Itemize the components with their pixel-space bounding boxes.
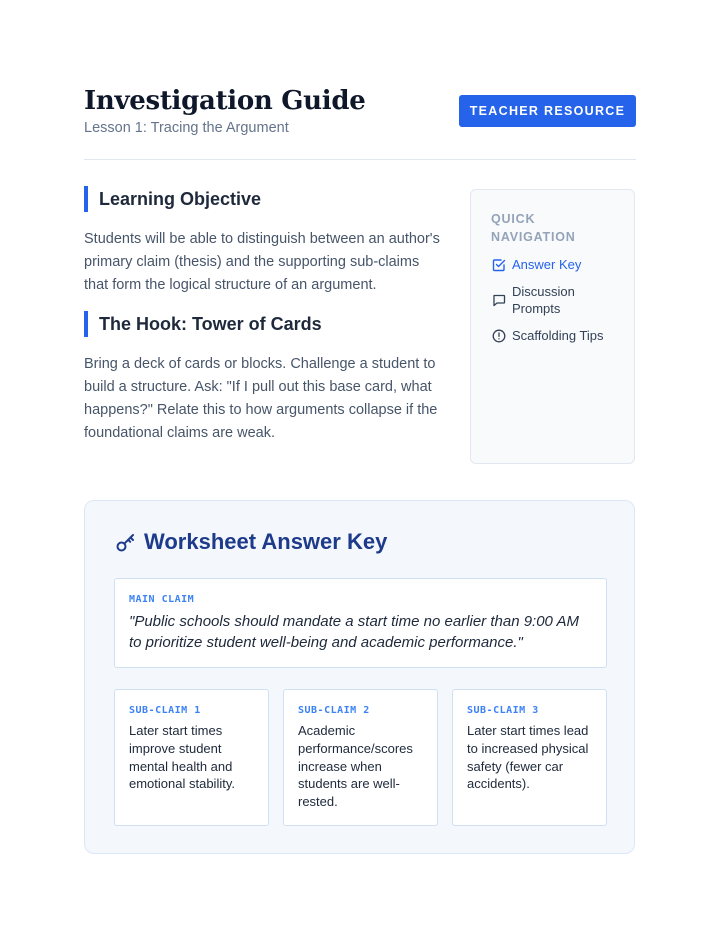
key-icon [114, 530, 138, 554]
page-title: Investigation Guide [84, 86, 366, 116]
nav-item-label: Scaffolding Tips [512, 328, 604, 343]
chat-bubble-icon [491, 293, 506, 308]
alert-circle-icon [491, 328, 506, 343]
sub-claim-card [283, 689, 438, 826]
page-subtitle: Lesson 1: Tracing the Argument [84, 120, 289, 136]
sub-claim-text: Later start times improve student mental health and emotional stability. [129, 723, 235, 792]
nav-item-answer-key[interactable] [491, 256, 614, 273]
main-claim-card [114, 578, 607, 668]
answer-key-title [114, 529, 387, 555]
nav-item-discussion-prompts[interactable] [491, 283, 614, 317]
checkbox-icon [491, 257, 506, 272]
hook-heading: The Hook: Tower of Cards [84, 311, 444, 337]
objective-text: Students will be able to distinguish between an author's primary claim (thesis) and the supporting sub-claims that form the logical structure of an argument. [84, 231, 440, 293]
quick-navigation [470, 189, 635, 464]
sub-claim-tag: SUB-CLAIM 2 [298, 705, 370, 716]
sub-claim-card [452, 689, 607, 826]
sub-claim-tag: SUB-CLAIM 1 [129, 705, 201, 716]
answer-key-title-text: Worksheet Answer Key [144, 529, 388, 554]
page-header [84, 84, 636, 160]
teacher-resource-badge: TEACHER RESOURCE [459, 95, 636, 127]
hook-text: Bring a deck of cards or blocks. Challenge a student to build a structure. Ask: "If I pull out this base card, what happens?" Relate this to how arguments collapse if the foundational claims are weak. [84, 356, 438, 441]
main-claim-tag: MAIN CLAIM [129, 594, 195, 605]
main-claim-text: "Public schools should mandate a start time no earlier than 9:00 AM to prioritize student well-being and academic performance." [129, 613, 580, 651]
answer-key-panel [84, 500, 635, 854]
main-content [84, 186, 444, 445]
nav-item-scaffolding-tips[interactable] [491, 327, 614, 344]
nav-item-label: Answer Key [512, 257, 582, 272]
sub-claim-card [114, 689, 269, 826]
sub-claim-tag: SUB-CLAIM 3 [467, 705, 539, 716]
quick-navigation-heading: QUICK NAVIGATION [491, 212, 576, 244]
sub-claim-text: Academic performance/scores increase when students are well-rested. [298, 723, 413, 810]
objective-heading: Learning Objective [84, 186, 444, 212]
nav-item-label: Discussion Prompts [512, 284, 575, 316]
sub-claim-text: Later start times lead to increased physical safety (fewer car accidents). [467, 723, 589, 792]
sub-claims-row [114, 689, 607, 826]
